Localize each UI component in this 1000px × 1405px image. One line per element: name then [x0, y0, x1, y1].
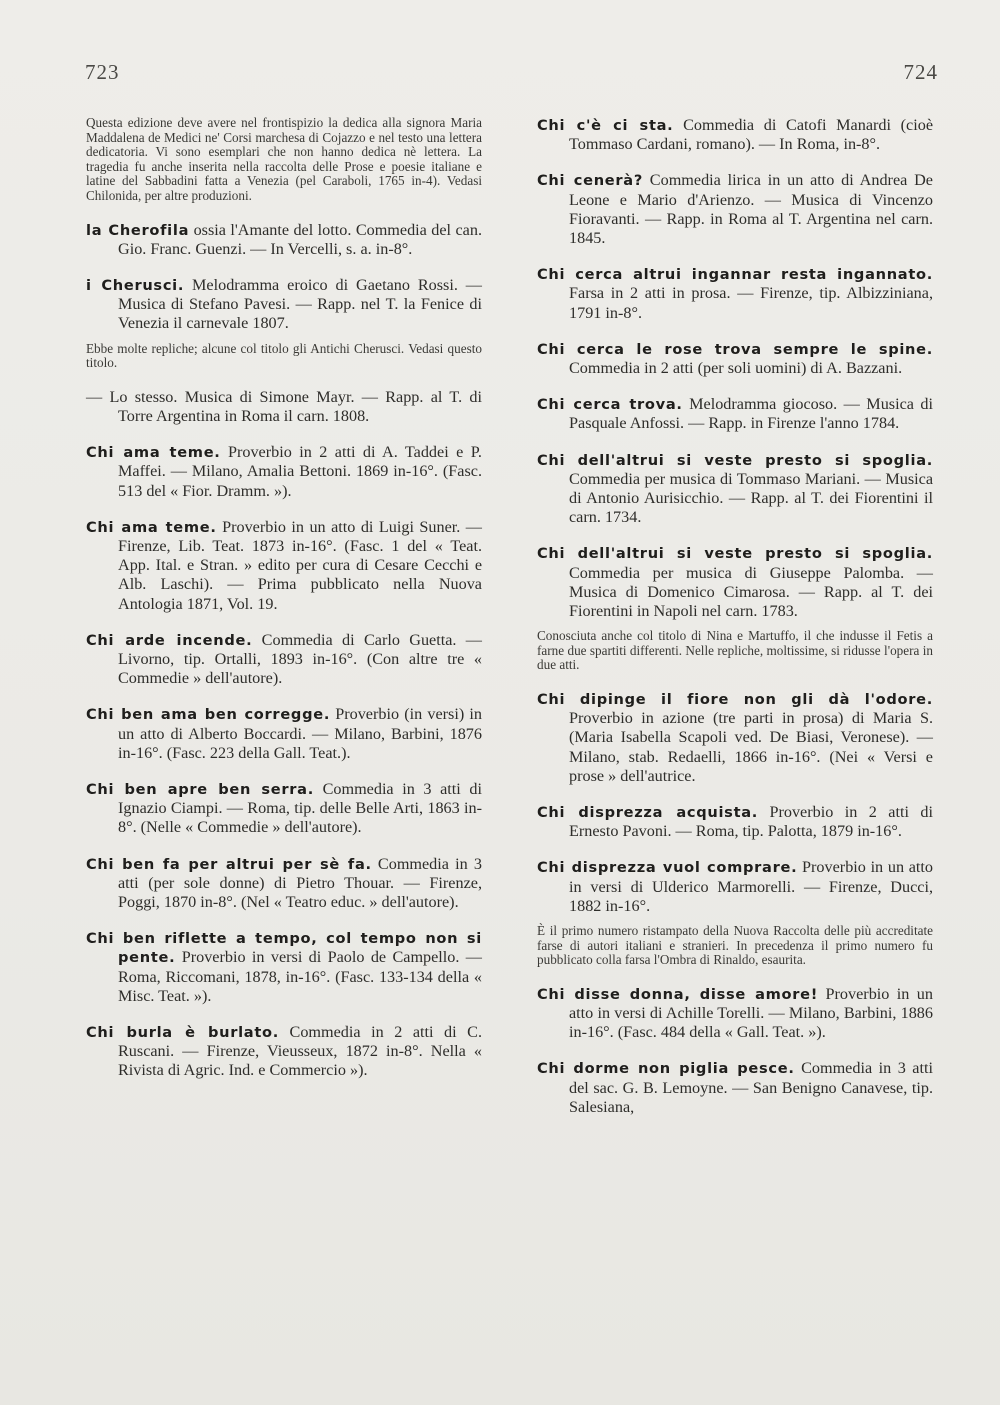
- entry-chi-ben-apre: [86, 780, 482, 838]
- entry-text: Commedia in 3 atti del sac. G. B. Lemoyne. — San Benigno Canavese, tip. Salesiana,: [569, 1059, 933, 1116]
- headword: i Cherusci.: [86, 276, 185, 294]
- headword: Chi cenerà?: [537, 172, 643, 190]
- headword: Chi dipinge il fiore non gli dà l'odore.: [537, 691, 933, 709]
- entry-text: Farsa in 2 atti in prosa. — Firenze, tip. Albizziniana, 1791 in-8°.: [569, 284, 933, 322]
- headword: Chi ama teme.: [86, 518, 217, 536]
- entry-chi-disprezza-acquista: [537, 803, 933, 841]
- entry-chi-dell-altrui-1: [537, 451, 933, 528]
- entry-text: Commedia in 2 atti (per soli uomini) di A. Bazzani.: [569, 359, 903, 378]
- entry-text: Proverbio in un atto in versi di Achille Torelli. — Milano, Barbini, 1886 in-16°. (Fasc. 484 della « Gall. Teat. »).: [569, 984, 933, 1042]
- entry-chi-cerca-altrui: [537, 265, 933, 323]
- note-top: Questa edizione deve avere nel frontispizio la dedica alla signora Maria Maddalena de Medici ne' Corsi marchesa di Cojazzo e nel testo una lettera dedicatoria. Vi sono esemplari che non hanno dedica nè lettera. La tragedia fu anche inserita nella raccolta delle Prose e poesie italiane e latine del Sabbadini fatta a Venezia (pel Caraboli, 1765 in-4). Vedasi Chilonida, per altre produzioni.: [86, 115, 482, 203]
- entry-chi-ama-teme-1: [86, 443, 482, 501]
- entry-text: Commedia per musica di Giuseppe Palomba. — Musica di Domenico Cimarosa. — Rapp. al T. dei Fiorentini in Napoli nel carn. 1783.: [569, 563, 933, 621]
- entry-cherofila: [86, 221, 482, 259]
- note-nina-martuffo: Conosciuta anche col titolo di Nina e Martuffo, il che indusse il Fetis a farne due spartiti differenti. Nelle repliche, moltissime, si ridusse l'opera in due atti.: [537, 628, 933, 673]
- headword: Chi dell'altrui si veste presto si spoglia.: [537, 451, 933, 469]
- headword: la Cherofila: [86, 221, 190, 239]
- entry-chi-cerca-trova: [537, 395, 933, 433]
- entry-chi-ben-ama: [86, 705, 482, 763]
- entry-text: Proverbio (in versi) in un atto di Alberto Boccardi. — Milano, Barbini, 1876 in-16°. (Fasc. 223 della Gall. Teat.).: [118, 705, 482, 762]
- entry-chi-burla: [86, 1023, 482, 1081]
- entry-chi-dorme: [537, 1059, 933, 1117]
- headword: Chi cerca trova.: [537, 396, 683, 414]
- entry-text: Proverbio in azione (tre parti in prosa) di Maria S. (Maria Isabella Scapoli ved. De Biasi, Veronese). — Milano, stab. Redaelli, 1866 in-16°. (Nei « Versi e prose » dell'autrice.: [569, 709, 933, 785]
- entry-text: Proverbio in 2 atti di A. Taddei e P. Maffei. — Milano, Amalia Bettoni. 1869 in-16°. (Fasc. 513 del « Fior. Dramm. »).: [118, 443, 482, 500]
- entry-text: Proverbio in versi di Paolo de Campello. — Roma, Riccomani, 1878, in-16°. (Fasc. 133-134 della « Misc. Teat. »).: [118, 948, 482, 1005]
- entry-chi-cenera: [537, 171, 933, 248]
- headword: Chi disprezza acquista.: [537, 804, 759, 822]
- left-column: [86, 116, 482, 1098]
- entry-chi-dell-altrui-2: [537, 544, 933, 621]
- entry-text: Commedia per musica di Tommaso Mariani. — Musica di Antonio Aurisicchio. — Rapp. al T. dei Fiorentini il carn. 1734.: [569, 469, 933, 527]
- entry-chi-disprezza-vuol: [537, 858, 933, 916]
- headword: Chi disse donna, disse amore!: [537, 985, 819, 1003]
- left-page-number: 723: [85, 60, 120, 84]
- entry-text: Melodramma eroico di Gaetano Rossi. — Musica di Stefano Pavesi. — Rapp. nel T. la Fenice di Venezia il carnevale 1807.: [118, 275, 482, 333]
- entry-text: ossia l'Amante del lotto. Commedia del can. Gio. Franc. Guenzi. — In Vercelli, s. a. in-8°.: [118, 220, 482, 258]
- headword: Chi disprezza vuol comprare.: [537, 859, 798, 877]
- right-page-number: 724: [903, 60, 938, 84]
- right-column: [537, 116, 933, 1134]
- headword: Chi dell'altrui si veste presto si spoglia.: [537, 545, 933, 563]
- entry-chi-disse-donna: [537, 985, 933, 1043]
- entry-text: Commedia lirica in un atto di Andrea De Leone e Mario d'Arienzo. — Musica di Vincenzo Fioravanti. — Rapp. in Roma al T. Argentina nel carn. 1845.: [569, 171, 933, 248]
- entry-text: — Lo stesso. Musica di Simone Mayr. — Rapp. al T. di Torre Argentina in Roma il carn. 1808.: [86, 387, 482, 425]
- entry-text: Commedia in 3 atti (per sole donne) di Pietro Thouar. — Firenze, Poggi, 1870 in-8°. (Nel « Teatro educ. » dell'autore).: [118, 854, 483, 912]
- headword: Chi ben fa per altrui per sè fa.: [86, 855, 372, 873]
- headword: Chi ama teme.: [86, 444, 221, 462]
- entry-text: Commedia di Catofi Manardi (cioè Tommaso Cardani, romano). — In Roma, in-8°.: [569, 116, 933, 154]
- headword: Chi cerca le rose trova sempre le spine.: [537, 340, 933, 358]
- entry-text: Commedia in 2 atti di C. Ruscani. — Firenze, Vieusseux, 1872 in-8°. Nella « Rivista di Agric. Ind. e Commercio »).: [118, 1023, 482, 1080]
- headword: Chi burla è burlato.: [86, 1024, 279, 1042]
- entry-chi-dipinge: [537, 690, 933, 786]
- entry-text: Commedia di Carlo Guetta. — Livorno, tip. Ortalli, 1893 in-16°. (Con altre tre « Commedie » dell'autore).: [118, 630, 482, 688]
- note-cherusci: Ebbe molte repliche; alcune col titolo gli Antichi Cherusci. Vedasi questo titolo.: [86, 340, 482, 371]
- entry-chi-ama-teme-2: [86, 518, 482, 614]
- entry-chi-cerca-le-rose: [537, 340, 933, 378]
- entry-chi-ben-fa: [86, 855, 482, 913]
- headword: Chi dorme non piglia pesce.: [537, 1060, 795, 1078]
- entry-text: Proverbio in un atto di Luigi Suner. — Firenze, Lib. Teat. 1873 in-16°. (Fasc. 1 del « Teat. App. Ital. e Stran. » edito per cura di Cesare Cecchi e Alb. Laschi). — Prima pubblicato nella Nuova Antologia 1871, Vol. 19.: [118, 517, 482, 613]
- headword: Chi cerca altrui ingannar resta ingannato.: [537, 266, 933, 284]
- entry-chi-ce-ci-sta: [537, 116, 933, 154]
- note-nuova-raccolta: È il primo numero ristampato della Nuova Raccolta delle più accreditate farse di autori italiani e stranieri. In precedenza il primo numero fu pubblicato colla farsa l'Ombra di Rinaldo, esaurita.: [537, 923, 933, 968]
- entry-text: Commedia in 3 atti di Ignazio Ciampi. — Roma, tip. delle Belle Arti, 1863 in-8°. (Nelle « Commedie » dell'autore).: [118, 780, 482, 837]
- entry-chi-arde-incende: [86, 631, 482, 689]
- headword: Chi ben riflette a tempo, col tempo non si pente.: [86, 930, 482, 967]
- entry-text: Proverbio in un atto in versi di Ulderico Marmorelli. — Firenze, Ducci, 1882 in-16°.: [569, 858, 933, 915]
- entry-text: Proverbio in 2 atti di Ernesto Pavoni. — Roma, tip. Palotta, 1879 in-16°.: [569, 803, 933, 841]
- entry-chi-ben-riflette: [86, 929, 482, 1006]
- headword: Chi arde incende.: [86, 631, 253, 649]
- headword: Chi c'è ci sta.: [537, 117, 674, 134]
- entry-lo-stesso: [86, 388, 482, 426]
- entry-cherusci: [86, 276, 482, 334]
- entry-text: Melodramma giocoso. — Musica di Pasquale Anfossi. — Rapp. in Firenze l'anno 1784.: [569, 395, 934, 433]
- headword: Chi ben apre ben serra.: [86, 781, 314, 799]
- headword: Chi ben ama ben corregge.: [86, 706, 331, 724]
